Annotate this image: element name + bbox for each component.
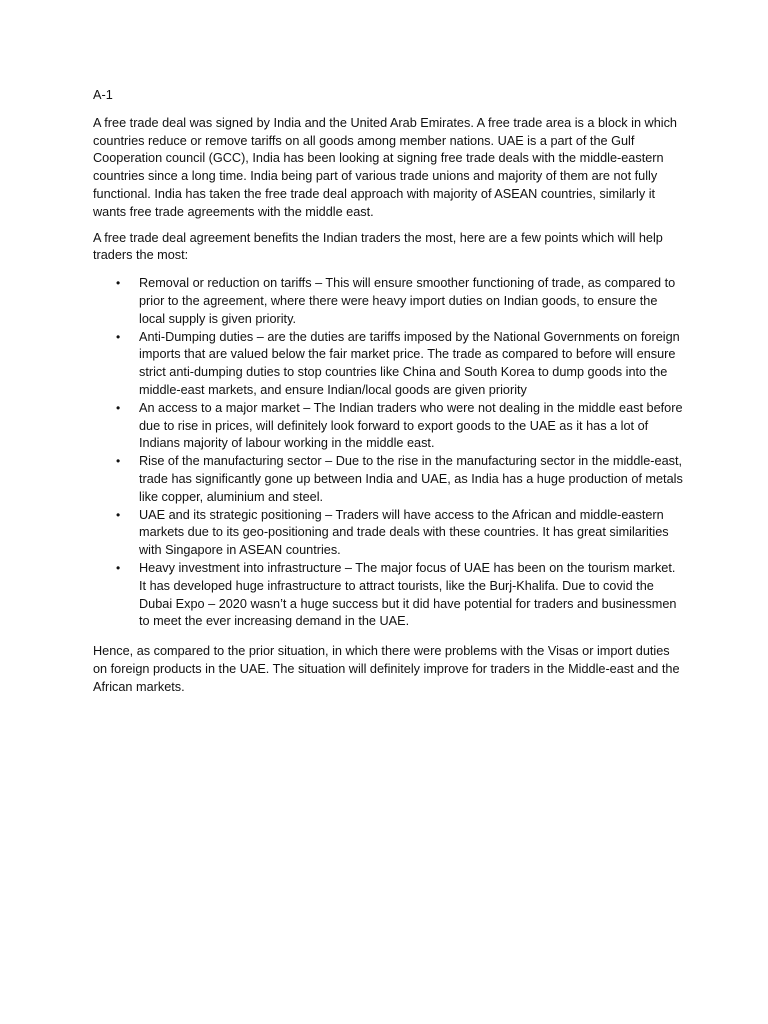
list-item-text: UAE and its strategic positioning – Traders will have access to the African and middle-eastern markets due to its geo-positioning and trade deals with these countries. It has great similarities with Singapore in ASEAN countries. xyxy=(139,507,669,558)
bullet-icon: • xyxy=(116,454,121,469)
bullet-icon: • xyxy=(116,276,121,291)
list-item xyxy=(93,560,683,631)
conclusion-paragraph: Hence, as compared to the prior situation, in which there were problems with the Visas or import duties on foreign products in the UAE. The situation will definitely improve for traders in the Middle-east and the African markets. xyxy=(93,644,680,694)
list-item-text: Anti-Dumping duties – are the duties are tariffs imposed by the National Governments on foreign imports that are valued below the fair market price. The trade as compared to before will ensure strict anti-dumping duties to stop countries like China and South Korea to dump goods into the middle-east markets, and ensure Indian/local goods are given priority xyxy=(139,329,680,397)
bullet-icon: • xyxy=(116,560,121,575)
intro-paragraph: A free trade deal was signed by India and the United Arab Emirates. A free trade area is a block in which countries reduce or remove tariffs on all goods among member nations. UAE is a part of the Gulf Cooperation council (GCC), India has been looking at signing free trade deals with the middle-eastern countries since a long time. India being part of various trade unions and majority of them are not fully functional. India has taken the free trade deal approach with majority of ASEAN countries, similarly it wants free trade agreements with the middle east. xyxy=(93,115,677,219)
list-item xyxy=(93,453,683,506)
bullet-icon: • xyxy=(116,507,121,522)
bullet-icon: • xyxy=(116,400,121,415)
list-item-text: An access to a major market – The Indian traders who were not dealing in the middle east before due to rise in prices, will definitely look forward to export goods to the UAE as it has a lot of Indians majority of labour working in the middle east. xyxy=(139,400,683,451)
bullet-icon: • xyxy=(116,329,121,344)
list-item xyxy=(93,329,683,400)
benefits-list xyxy=(93,275,683,631)
list-item-text: Rise of the manufacturing sector – Due to the rise in the manufacturing sector in the middle-east, trade has significantly gone up between India and UAE, as India has a huge production of metals like copper, aluminium and steel. xyxy=(139,454,683,504)
list-item xyxy=(93,400,683,453)
list-item-text: Heavy investment into infrastructure – The major focus of UAE has been on the tourism market. It has developed huge infrastructure to attract tourists, like the Burj-Khalifa. Due to covid the Dubai Expo – 2020 wasn’t a huge success but it did have potential for traders and businessmen to meet the ever increasing demand in the UAE. xyxy=(139,560,677,629)
list-item-text: Removal or reduction on tariffs – This will ensure smoother functioning of trade, as compared to prior to the agreement, where there were heavy import duties on Indian goods, to ensure the local supply is given priority. xyxy=(139,276,676,326)
lead-paragraph: A free trade deal agreement benefits the Indian traders the most, here are a few points which will help traders the most: xyxy=(93,230,663,263)
list-item xyxy=(93,275,683,328)
document-heading: A-1 xyxy=(93,88,113,102)
document-page xyxy=(93,87,683,705)
list-item xyxy=(93,507,683,560)
